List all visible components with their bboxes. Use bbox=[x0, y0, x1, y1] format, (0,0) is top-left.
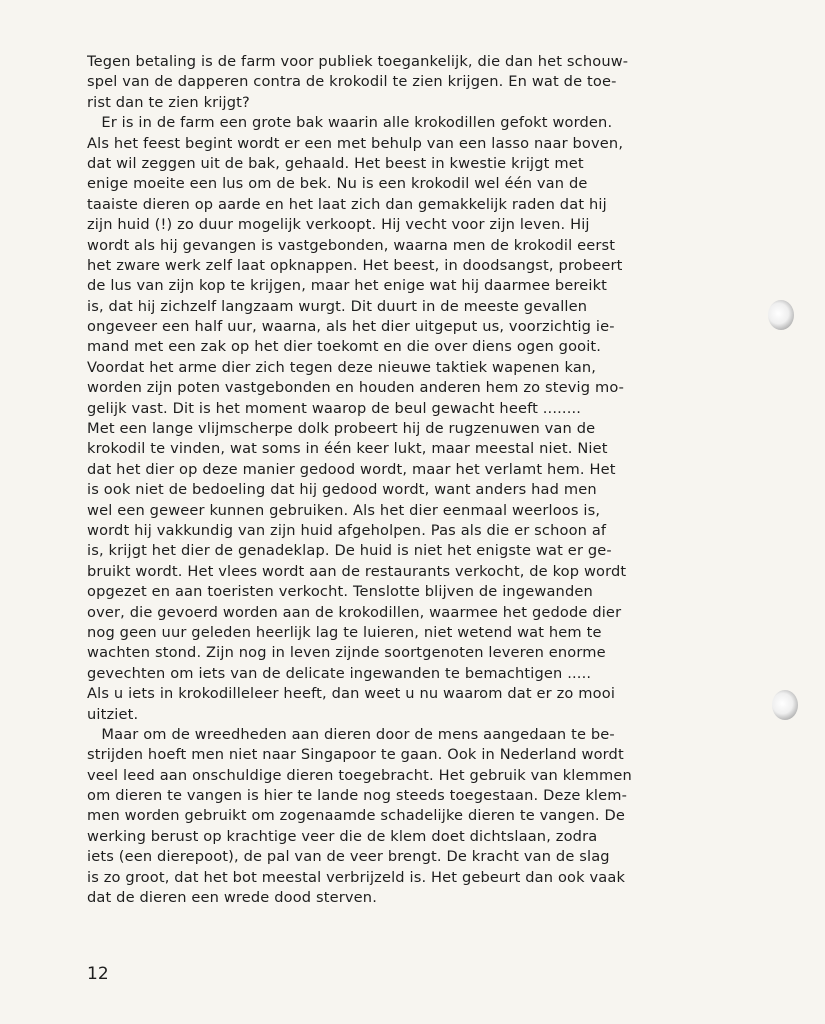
text-line: dat wil zeggen uit de bak, gehaald. Het beest in kwestie krijgt met bbox=[87, 154, 584, 172]
text-line: men worden gebruikt om zogenaamde schadelijke dieren te vangen. De bbox=[87, 807, 625, 825]
text-line: veel leed aan onschuldige dieren toegebracht. Het gebruik van klemmen bbox=[87, 766, 632, 784]
text-line: Tegen betaling is de farm voor publiek toegankelijk, die dan het schouw- bbox=[87, 53, 629, 70]
text-line: iets (een dierepoot), de pal van de veer brengt. De kracht van de slag bbox=[87, 848, 610, 866]
text-line: het zware werk zelf laat opknappen. Het beest, in doodsangst, probeert bbox=[87, 256, 623, 274]
text-line: ongeveer een half uur, waarna, als het dier uitgeput us, voorzichtig ie- bbox=[87, 318, 615, 336]
text-line: enige moeite een lus om de bek. Nu is een krokodil wel één van de bbox=[87, 175, 588, 193]
text-line: taaiste dieren op aarde en het laat zich dan gemakkelijk raden dat hij bbox=[87, 195, 607, 213]
text-line: gelijk vast. Dit is het moment waarop de beul gewacht heeft ........ bbox=[87, 399, 582, 417]
text-line: is ook niet de bedoeling dat hij gedood wordt, want anders had men bbox=[87, 481, 597, 499]
text-line: worden zijn poten vastgebonden en houden anderen hem zo stevig mo- bbox=[87, 379, 625, 397]
text-line: uitziet. bbox=[87, 705, 139, 723]
text-line: dat het dier op deze manier gedood wordt, maar het verlamt hem. Het bbox=[87, 460, 616, 478]
text-line: de lus van zijn kop te krijgen, maar het enige wat hij daarmee bereikt bbox=[87, 277, 608, 295]
text-line: opgezet en aan toeristen verkocht. Tenslotte blijven de ingewanden bbox=[87, 583, 593, 601]
text-line: krokodil te vinden, wat soms in één keer lukt, maar meestal niet. Niet bbox=[87, 440, 608, 458]
text-line: om dieren te vangen is hier te lande nog steeds toegestaan. Deze klem- bbox=[87, 787, 628, 805]
text-line: is, dat hij zichzelf langzaam wurgt. Dit duurt in de meeste gevallen bbox=[87, 297, 588, 315]
text-line: strijden hoeft men niet naar Singapoor te gaan. Ook in Nederland wordt bbox=[87, 746, 624, 764]
page-number: 12 bbox=[87, 964, 109, 984]
text-line: wordt hij vakkundig van zijn huid afgeholpen. Pas als die er schoon af bbox=[87, 521, 607, 539]
text-line: gevechten om iets van de delicate ingewanden te bemachtigen ..... bbox=[87, 664, 592, 682]
text-line: wordt als hij gevangen is vastgebonden, waarna men de krokodil eerst bbox=[87, 236, 616, 254]
text-line: Met een lange vlijmscherpe dolk probeert hij de rugzenuwen van de bbox=[87, 420, 596, 438]
text-line: over, die gevoerd worden aan de krokodillen, waarmee het gedode dier bbox=[87, 603, 622, 621]
text-line: Als het feest begint wordt er een met behulp van een lasso naar boven, bbox=[87, 134, 624, 152]
body-text bbox=[87, 52, 747, 908]
text-line: is, krijgt het dier de genadeklap. De huid is niet het enigste wat er ge- bbox=[87, 542, 612, 560]
text-line: werking berust op krachtige veer die de klem doet dichtslaan, zodra bbox=[87, 827, 598, 845]
text-line: mand met een zak op het dier toekomt en die over diens ogen gooit. bbox=[87, 338, 602, 356]
text-line: is zo groot, dat het bot meestal verbrijzeld is. Het gebeurt dan ook vaak bbox=[87, 868, 626, 886]
text-line: wel een geweer kunnen gebruiken. Als het dier eenmaal weerloos is, bbox=[87, 501, 601, 519]
text-line: Voordat het arme dier zich tegen deze nieuwe taktiek wapenen kan, bbox=[87, 358, 597, 376]
punch-hole-top bbox=[768, 300, 794, 330]
text-line: Maar om de wreedheden aan dieren door de mens aangedaan te be- bbox=[87, 725, 615, 743]
text-line: dat de dieren een wrede dood sterven. bbox=[87, 889, 377, 907]
text-line: zijn huid (!) zo duur mogelijk verkoopt. Hij vecht voor zijn leven. Hij bbox=[87, 216, 590, 234]
text-line: Als u iets in krokodilleleer heeft, dan weet u nu waarom dat er zo mooi bbox=[87, 685, 616, 703]
text-line: Er is in de farm een grote bak waarin alle krokodillen gefokt worden. bbox=[87, 114, 613, 132]
text-line: bruikt wordt. Het vlees wordt aan de restaurants verkocht, de kop wordt bbox=[87, 562, 627, 580]
text-line: nog geen uur geleden heerlijk lag te luieren, niet wetend wat hem te bbox=[87, 623, 602, 641]
text-line: spel van de dapperen contra de krokodil te zien krijgen. En wat de toe- bbox=[87, 73, 617, 91]
text-line: rist dan te zien krijgt? bbox=[87, 93, 250, 111]
punch-hole-bottom bbox=[772, 690, 798, 720]
text-line: wachten stond. Zijn nog in leven zijnde soortgenoten leveren enorme bbox=[87, 644, 606, 662]
